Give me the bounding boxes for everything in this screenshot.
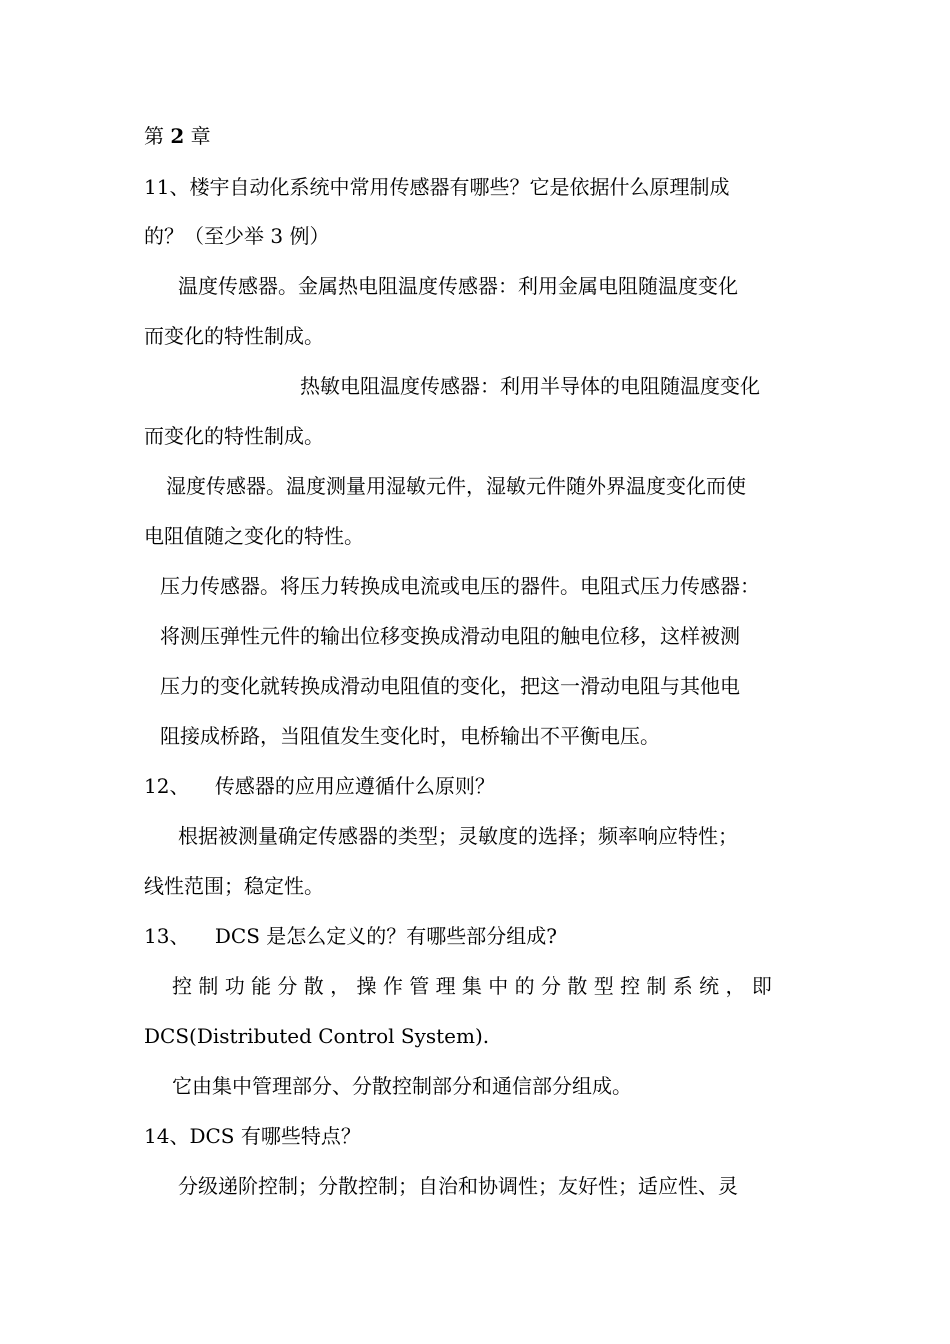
answer-11-thermistor-line-2: 而变化的特性制成。 xyxy=(144,424,324,448)
answer-11-temperature-line-2: 而变化的特性制成。 xyxy=(144,324,324,348)
question-14: 14、DCS 有哪些特点？ xyxy=(144,1124,361,1148)
answer-11-pressure-line-1: 压力传感器。将压力转换成电流或电压的器件。电阻式压力传感器： xyxy=(160,574,760,598)
chapter-number: 2 xyxy=(170,124,185,148)
answer-11-humidity-line-2: 电阻值随之变化的特性。 xyxy=(144,524,364,548)
chapter-suffix: 章 xyxy=(190,124,211,148)
answer-11-pressure-line-2: 将测压弹性元件的输出位移变换成滑动电阻的触电位移，这样被测 xyxy=(160,624,740,648)
chapter-heading xyxy=(144,122,808,150)
answer-13-line-3: 它由集中管理部分、分散控制部分和通信部分组成。 xyxy=(172,1074,632,1098)
answer-13-line-1: 控 制 功 能 分 散 ， 操 作 管 理 集 中 的 分 散 型 控 制 系 统 ， 即 xyxy=(172,974,772,998)
answer-11-pressure-line-4: 阻接成桥路，当阻值发生变化时，电桥输出不平衡电压。 xyxy=(160,724,660,748)
answer-12-line-2: 线性范围；稳定性。 xyxy=(144,874,324,898)
chapter-prefix: 第 xyxy=(144,124,164,148)
answer-11-humidity-line-1: 湿度传感器。温度测量用湿敏元件，湿敏元件随外界温度变化而使 xyxy=(166,474,746,498)
answer-11-thermistor-line-1: 热敏电阻温度传感器：利用半导体的电阻随温度变化 xyxy=(300,374,760,398)
answer-11-temperature-line-1: 温度传感器。金属热电阻温度传感器：利用金属电阻随温度变化 xyxy=(178,274,738,298)
question-13: 13、 DCS 是怎么定义的？有哪些部分组成? xyxy=(144,924,557,948)
answer-14-line-1: 分级递阶控制；分散控制；自治和协调性；友好性；适应性、灵 xyxy=(178,1174,738,1198)
question-12: 12、 传感器的应用应遵循什么原则？ xyxy=(144,774,495,798)
answer-13-line-2: DCS(Distributed Control System). xyxy=(144,1024,490,1048)
answer-11-pressure-line-3: 压力的变化就转换成滑动电阻值的变化，把这一滑动电阻与其他电 xyxy=(160,674,740,698)
question-11-line-1: 11、楼宇自动化系统中常用传感器有哪些？它是依据什么原理制成 xyxy=(144,175,730,199)
question-11-line-2: 的？（至少举 3 例） xyxy=(144,224,330,248)
answer-12-line-1: 根据被测量确定传感器的类型；灵敏度的选择；频率响应特性； xyxy=(178,824,738,848)
